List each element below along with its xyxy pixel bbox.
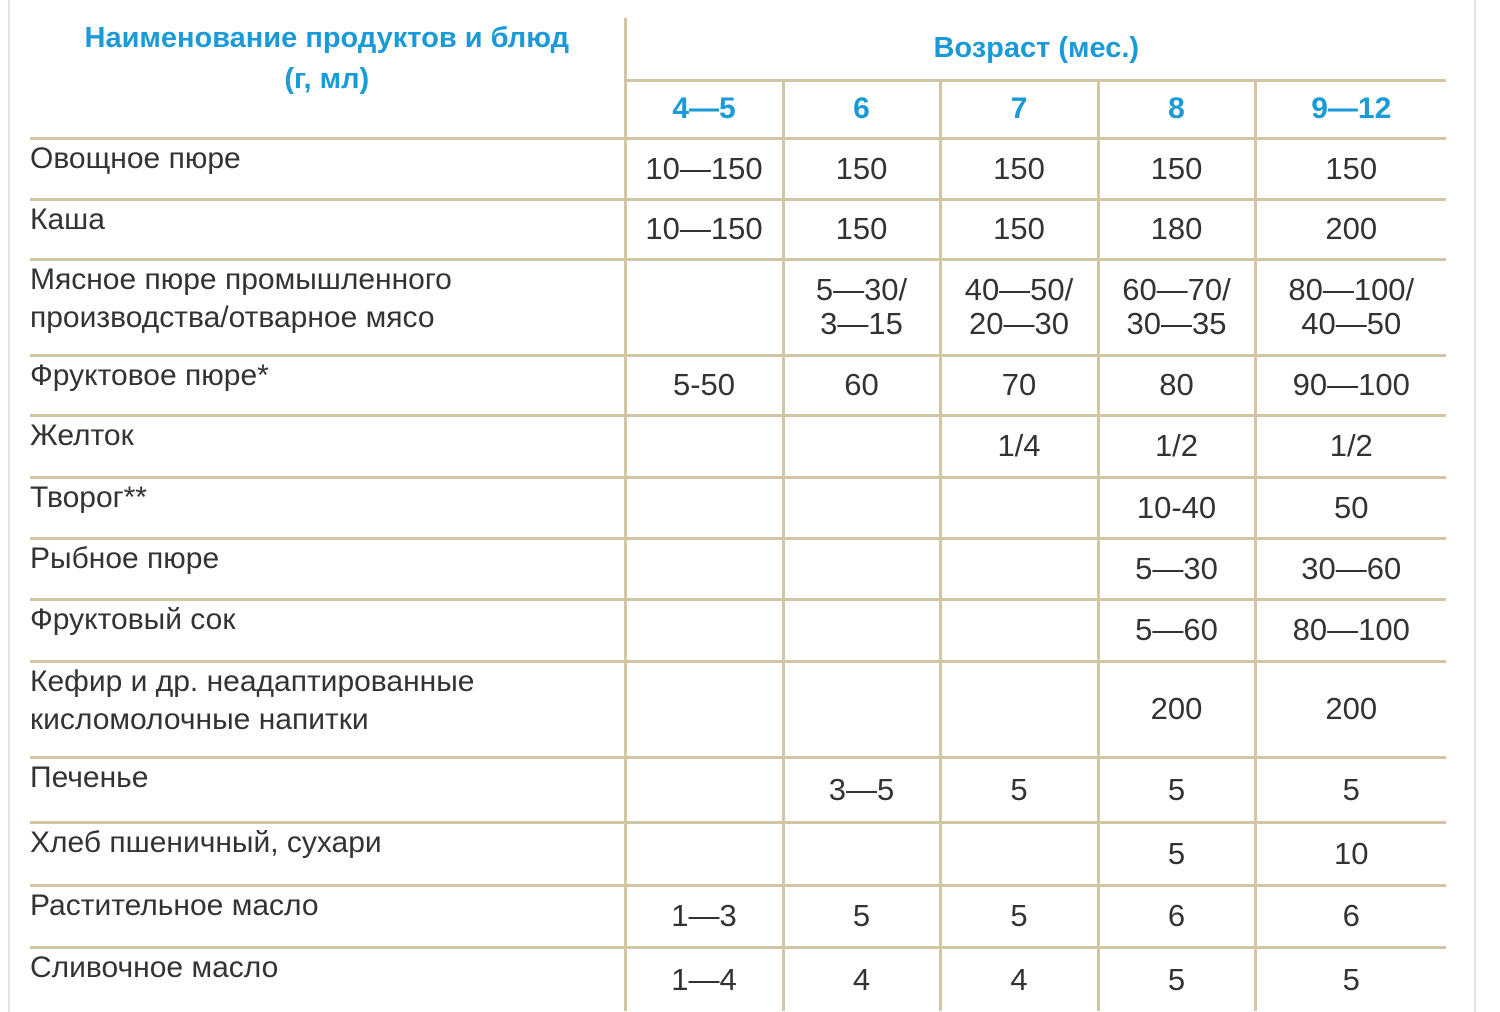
amount-cell: 150 — [783, 138, 940, 199]
age-header: Возраст (мес.) — [625, 18, 1446, 80]
product-name-cell: Рыбное пюре — [30, 538, 625, 599]
amount-cell: 1/2 — [1255, 415, 1446, 477]
product-name-cell: Растительное масло — [30, 885, 625, 947]
product-name-cell: Кефир и др. неадаптированные кисломолочные напитки — [30, 661, 625, 757]
amount-cell — [940, 477, 1098, 538]
table-row — [30, 477, 1446, 538]
amount-cell: 1/2 — [1098, 415, 1255, 477]
product-name-cell: Мясное пюре промышленного производства/отварное мясо — [30, 259, 625, 355]
amount-cell: 180 — [1098, 199, 1255, 259]
amount-cell: 60—70/ 30—35 — [1098, 259, 1255, 355]
header-row-top — [30, 18, 1446, 80]
table-row — [30, 415, 1446, 477]
amount-cell: 1—4 — [625, 947, 783, 1011]
product-name-cell: Печенье — [30, 757, 625, 822]
table-row — [30, 757, 1446, 822]
age-column-header: 6 — [783, 80, 940, 138]
amount-cell: 200 — [1255, 661, 1446, 757]
amount-cell — [783, 822, 940, 885]
amount-cell — [625, 661, 783, 757]
table-row — [30, 199, 1446, 259]
age-column-header: 8 — [1098, 80, 1255, 138]
amount-cell — [940, 538, 1098, 599]
amount-cell: 1—3 — [625, 885, 783, 947]
amount-cell — [783, 477, 940, 538]
table-row — [30, 822, 1446, 885]
amount-cell — [940, 661, 1098, 757]
table-row — [30, 885, 1446, 947]
amount-cell: 150 — [940, 138, 1098, 199]
product-name-cell: Творог** — [30, 477, 625, 538]
amount-cell: 150 — [940, 199, 1098, 259]
product-name-header-line1: Наименование продуктов и блюд — [84, 22, 569, 54]
complementary-feeding-table — [30, 18, 1446, 1011]
amount-cell: 5—30 — [1098, 538, 1255, 599]
table-body — [30, 138, 1446, 1011]
table-row — [30, 355, 1446, 415]
amount-cell: 6 — [1255, 885, 1446, 947]
amount-cell — [625, 757, 783, 822]
amount-cell: 50 — [1255, 477, 1446, 538]
amount-cell: 3—5 — [783, 757, 940, 822]
amount-cell: 150 — [783, 199, 940, 259]
product-name-cell: Желток — [30, 415, 625, 477]
amount-cell: 5 — [1098, 947, 1255, 1011]
amount-cell: 90—100 — [1255, 355, 1446, 415]
table-row — [30, 661, 1446, 757]
amount-cell: 5 — [940, 757, 1098, 822]
amount-cell — [625, 259, 783, 355]
amount-cell: 6 — [1098, 885, 1255, 947]
amount-cell — [625, 415, 783, 477]
amount-cell — [783, 538, 940, 599]
amount-cell: 1/4 — [940, 415, 1098, 477]
amount-cell: 10-40 — [1098, 477, 1255, 538]
age-column-header: 9—12 — [1255, 80, 1446, 138]
amount-cell: 80—100 — [1255, 599, 1446, 661]
product-name-cell: Овощное пюре — [30, 138, 625, 199]
amount-cell — [940, 822, 1098, 885]
table-row — [30, 538, 1446, 599]
product-name-cell: Каша — [30, 199, 625, 259]
amount-cell: 5-50 — [625, 355, 783, 415]
table-row — [30, 599, 1446, 661]
amount-cell: 30—60 — [1255, 538, 1446, 599]
amount-cell: 5—30/ 3—15 — [783, 259, 940, 355]
amount-cell — [940, 599, 1098, 661]
amount-cell: 5 — [940, 885, 1098, 947]
amount-cell: 5 — [783, 885, 940, 947]
amount-cell: 5 — [1098, 757, 1255, 822]
product-name-cell: Фруктовое пюре* — [30, 355, 625, 415]
amount-cell: 10 — [1255, 822, 1446, 885]
table-row — [30, 138, 1446, 199]
amount-cell — [783, 599, 940, 661]
amount-cell — [625, 538, 783, 599]
amount-cell: 200 — [1255, 199, 1446, 259]
product-name-cell: Сливочное масло — [30, 947, 625, 1011]
product-name-cell: Хлеб пшеничный, сухари — [30, 822, 625, 885]
amount-cell: 150 — [1255, 138, 1446, 199]
table-row — [30, 259, 1446, 355]
age-column-header: 4—5 — [625, 80, 783, 138]
amount-cell — [625, 599, 783, 661]
amount-cell — [625, 822, 783, 885]
amount-cell: 4 — [783, 947, 940, 1011]
amount-cell: 80 — [1098, 355, 1255, 415]
amount-cell: 5 — [1255, 757, 1446, 822]
amount-cell — [783, 661, 940, 757]
amount-cell: 10—150 — [625, 199, 783, 259]
product-name-header — [30, 18, 625, 138]
product-name-header-line2: (г, мл) — [284, 63, 370, 95]
product-name-cell: Фруктовый сок — [30, 599, 625, 661]
amount-cell: 5 — [1098, 822, 1255, 885]
amount-cell: 200 — [1098, 661, 1255, 757]
amount-cell: 70 — [940, 355, 1098, 415]
age-column-header: 7 — [940, 80, 1098, 138]
amount-cell: 80—100/ 40—50 — [1255, 259, 1446, 355]
amount-cell: 10—150 — [625, 138, 783, 199]
table-row — [30, 947, 1446, 1011]
amount-cell: 150 — [1098, 138, 1255, 199]
amount-cell — [625, 477, 783, 538]
amount-cell: 5 — [1342, 961, 1360, 997]
table-header — [30, 18, 1446, 138]
amount-cell: 5—60 — [1098, 599, 1255, 661]
amount-cell — [783, 415, 940, 477]
amount-cell: 60 — [783, 355, 940, 415]
amount-cell: 4 — [940, 947, 1098, 1011]
amount-cell: 40—50/ 20—30 — [940, 259, 1098, 355]
